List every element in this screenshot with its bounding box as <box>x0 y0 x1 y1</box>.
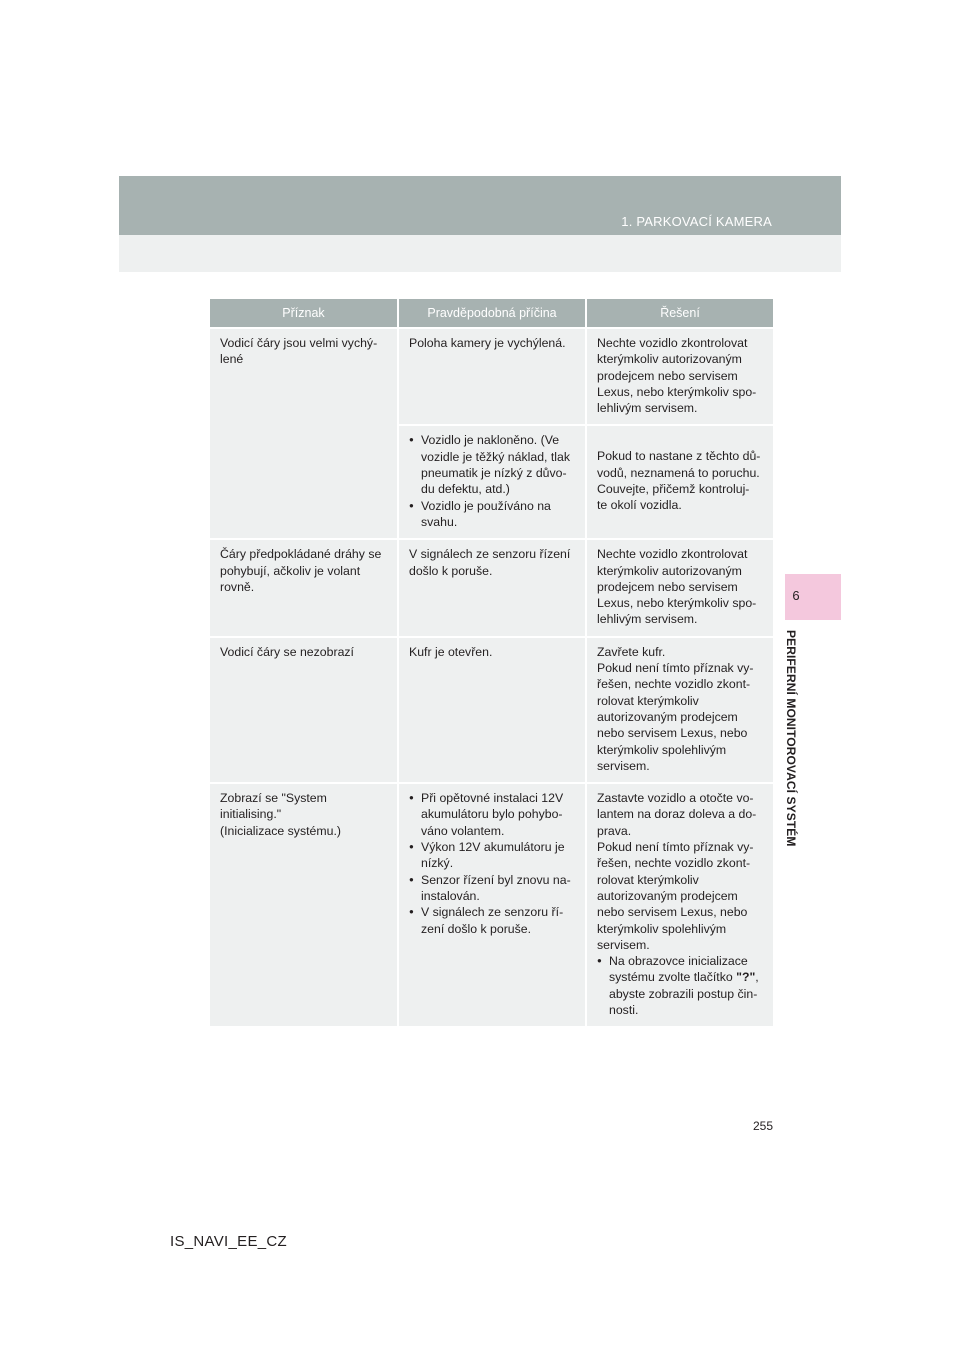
troubleshooting-table <box>210 299 773 1028</box>
solution-text: Nechte vozidlo zkontrolovat kterýmkoliv autorizovaným prodejcem nebo servisem Lexus, nebo kterýmkoliv spo- lehlivým servisem. <box>597 336 757 416</box>
symptom-cell <box>210 328 398 539</box>
list-item: ● Vozidlo je nakloněno. (Ve vozidle je těžký náklad, tlak pneumatik je nízký z důvo- du defektu, atd.) <box>409 432 576 497</box>
cause-text: Poloha kamery je vychýlená. <box>409 336 566 350</box>
chapter-title-text: PERIFERNÍ MONITOROVACÍ SYSTÉM <box>784 630 798 847</box>
list-item: ● Vozidlo je používáno na svahu. <box>409 498 576 531</box>
solution-text: Zastavte vozidlo a otočte vo- lantem na doraz doleva a do- prava. Pokud není tímto příznak vy- řešen, nechte vozidlo zkont- rolovat kterýmkoliv autorizovaným prodejcem nebo servisem Lexus, nebo kterýmkoliv spolehlivým servisem. <box>597 791 757 952</box>
solution-text: Nechte vozidlo zkontrolovat kterýmkoliv autorizovaným prodejcem nebo servisem Lexus, nebo kterýmkoliv spo- lehlivým servisem. <box>597 547 757 627</box>
solution-text: Zavřete kufr. Pokud není tímto příznak vy- řešen, nechte vozidlo zkont- rolovat kterýmkoliv autorizovaným prodejcem nebo servisem Lexus, nebo kterýmkoliv spolehlivým servisem. <box>597 644 754 773</box>
list-item: ● Výkon 12V akumulátoru je nízký. <box>409 839 576 872</box>
section-title: 1. PARKOVACÍ KAMERA <box>621 214 772 229</box>
page-number: 255 <box>752 1119 773 1133</box>
cause-list <box>409 432 576 530</box>
cause-cell <box>398 539 586 636</box>
solution-cell <box>586 425 773 539</box>
list-item: ● Senzor řízení byl znovu na- instalován. <box>409 872 576 905</box>
list-item: ● Při opětovné instalaci 12V akumulátoru bylo pohybo- váno volantem. <box>409 790 576 839</box>
solution-cell <box>586 637 773 783</box>
cause-text: Kufr je otevřen. <box>409 644 493 659</box>
symptom-text: Vodicí čáry jsou velmi vychý- lené <box>220 336 378 367</box>
symptom-cell <box>210 637 398 783</box>
cause-text: V signálech ze senzoru řízení došlo k poruše. <box>409 547 571 578</box>
solution-cell <box>586 539 773 636</box>
cause-cell <box>398 783 586 1027</box>
table-row <box>210 539 773 636</box>
header-solution: Řešení <box>586 299 773 328</box>
chapter-tab <box>785 574 841 620</box>
bullet-text-pre: Na obrazovce inicializace systému zvolte tlačítko <box>609 954 748 985</box>
list-item: ● V signálech ze senzoru ří- zení došlo k poruše. <box>409 904 576 937</box>
table-row <box>210 783 773 1027</box>
table-row <box>210 328 773 425</box>
cause-cell <box>398 425 586 539</box>
chapter-number: 6 <box>792 588 800 603</box>
bullet-text-post: , abyste zobrazili postup čin- nosti. <box>609 970 759 1017</box>
document-code: IS_NAVI_EE_CZ <box>170 1233 288 1250</box>
cause-cell <box>398 328 586 425</box>
header-cause: Pravděpodobná příčina <box>398 299 586 328</box>
solution-list <box>597 953 764 1018</box>
header-sub-band <box>119 235 841 272</box>
solution-cell <box>586 328 773 425</box>
chapter-side-title <box>784 630 808 870</box>
question-key-label: "?" <box>736 970 756 985</box>
symptom-cell <box>210 539 398 636</box>
solution-cell <box>586 783 773 1027</box>
symptom-text: Čáry předpokládané dráhy se pohybují, ačkoliv je volant rovně. <box>220 547 382 594</box>
table-header-row <box>210 299 773 328</box>
header-band <box>119 176 841 235</box>
list-item <box>597 953 764 1018</box>
cause-list <box>409 790 576 937</box>
solution-text: Pokud to nastane z těchto dů- vodů, neznamená to poruchu. Couvejte, přičemž kontroluj- te okolí vozidla. <box>597 449 761 513</box>
symptom-text: Vodicí čáry se nezobrazí <box>220 644 354 659</box>
cause-cell <box>398 637 586 783</box>
symptom-cell <box>210 783 398 1027</box>
table-row <box>210 637 773 783</box>
header-symptom: Příznak <box>210 299 398 328</box>
symptom-text: Zobrazí se "System initialising." (Inicializace systému.) <box>220 791 341 838</box>
